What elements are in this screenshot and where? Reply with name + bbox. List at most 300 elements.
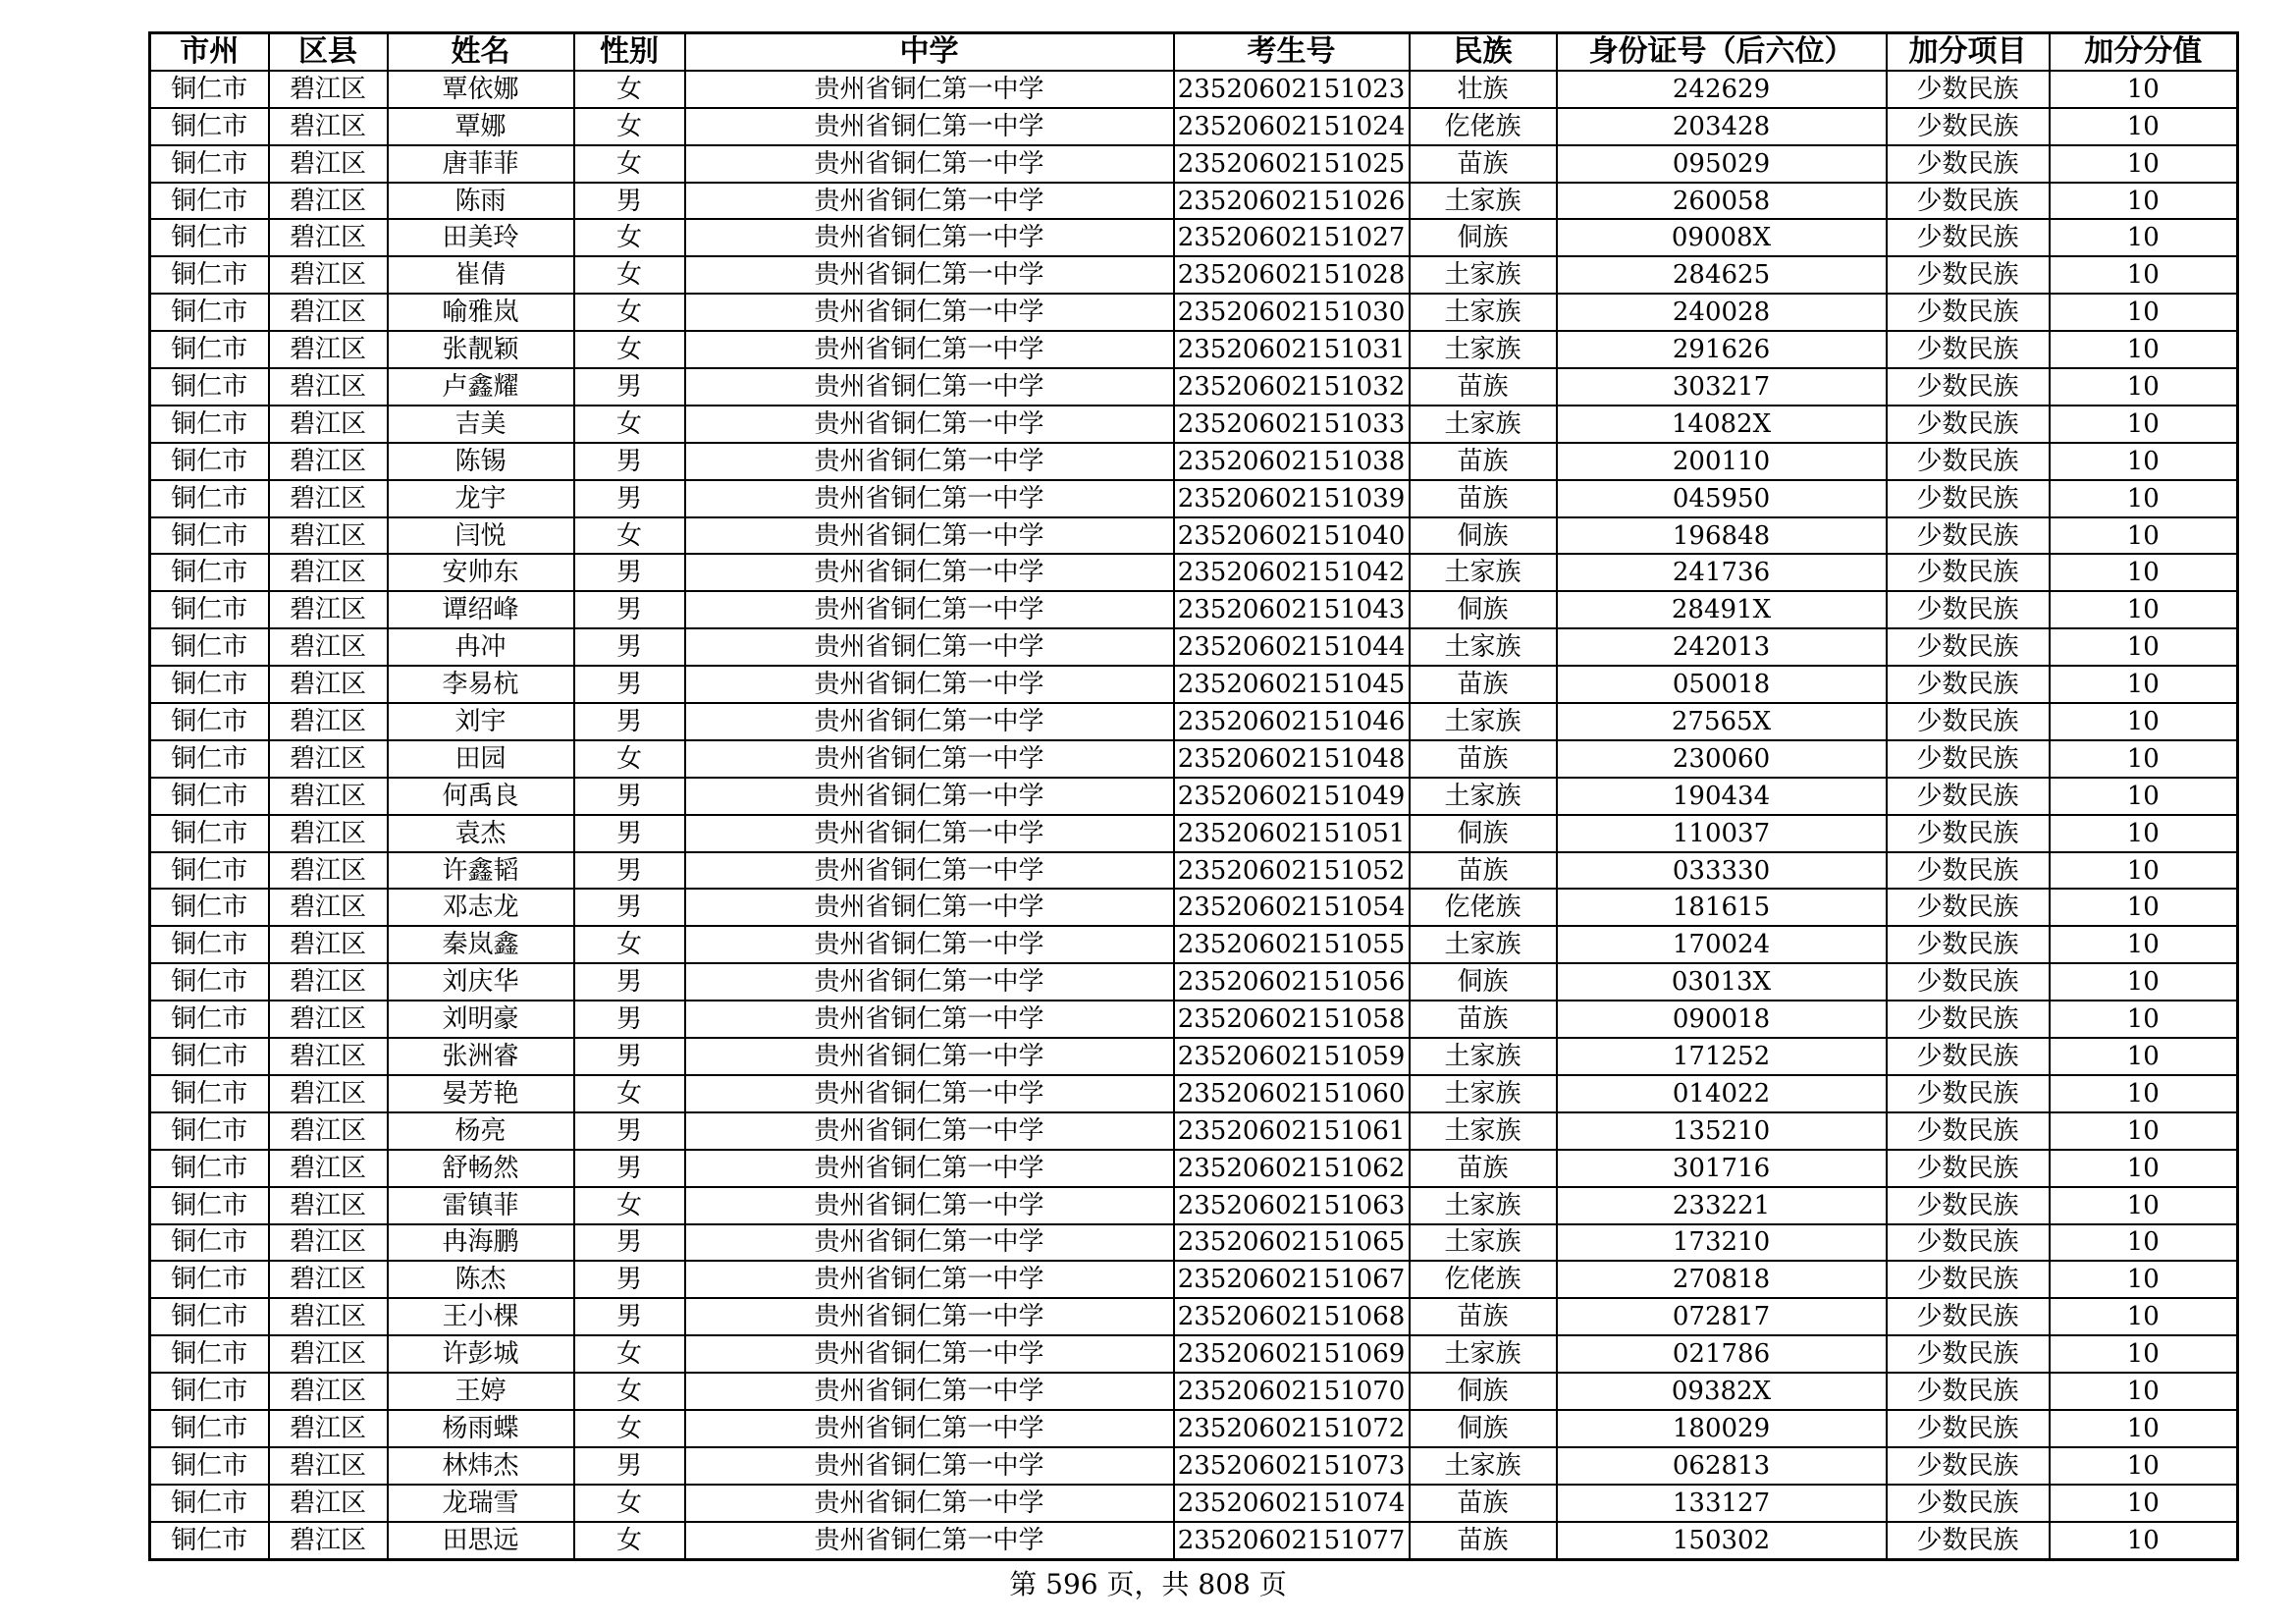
- cell-district: 碧江区: [269, 406, 388, 443]
- cell-id-suffix: 270818: [1557, 1261, 1887, 1298]
- cell-bonus-value: 10: [2050, 1075, 2238, 1112]
- cell-bonus-value: 10: [2050, 852, 2238, 890]
- cell-school: 贵州省铜仁第一中学: [685, 368, 1174, 406]
- cell-city: 铜仁市: [150, 889, 269, 926]
- cell-bonus-value: 10: [2050, 145, 2238, 183]
- cell-ethnicity: 侗族: [1410, 1373, 1557, 1410]
- cell-exam-number: 23520602151056: [1174, 963, 1410, 1001]
- cell-bonus-value: 10: [2050, 1112, 2238, 1150]
- cell-exam-number: 23520602151030: [1174, 294, 1410, 331]
- cell-ethnicity: 侗族: [1410, 591, 1557, 628]
- cell-city: 铜仁市: [150, 443, 269, 480]
- cell-name: 谭绍峰: [388, 591, 574, 628]
- cell-city: 铜仁市: [150, 1410, 269, 1447]
- cell-ethnicity: 侗族: [1410, 1410, 1557, 1447]
- cell-gender: 男: [574, 1261, 685, 1298]
- header-city: 市州: [150, 33, 269, 71]
- cell-district: 碧江区: [269, 183, 388, 220]
- cell-id-suffix: 190434: [1557, 778, 1887, 815]
- cell-ethnicity: 仡佬族: [1410, 1261, 1557, 1298]
- cell-school: 贵州省铜仁第一中学: [685, 219, 1174, 256]
- cell-bonus-item: 少数民族: [1887, 591, 2050, 628]
- cell-gender: 女: [574, 517, 685, 555]
- cell-id-suffix: 180029: [1557, 1410, 1887, 1447]
- cell-ethnicity: 仡佬族: [1410, 108, 1557, 145]
- header-bonus-value: 加分分值: [2050, 33, 2238, 71]
- cell-bonus-item: 少数民族: [1887, 108, 2050, 145]
- cell-name: 舒畅然: [388, 1150, 574, 1187]
- cell-bonus-value: 10: [2050, 926, 2238, 963]
- cell-city: 铜仁市: [150, 256, 269, 294]
- cell-district: 碧江区: [269, 554, 388, 591]
- cell-name: 龙瑞雪: [388, 1485, 574, 1522]
- cell-city: 铜仁市: [150, 1485, 269, 1522]
- cell-bonus-value: 10: [2050, 703, 2238, 740]
- table-row: [150, 406, 2238, 443]
- cell-name: 田美玲: [388, 219, 574, 256]
- cell-school: 贵州省铜仁第一中学: [685, 1447, 1174, 1485]
- cell-id-suffix: 203428: [1557, 108, 1887, 145]
- cell-exam-number: 23520602151025: [1174, 145, 1410, 183]
- cell-school: 贵州省铜仁第一中学: [685, 628, 1174, 666]
- cell-gender: 男: [574, 852, 685, 890]
- cell-name: 陈杰: [388, 1261, 574, 1298]
- cell-school: 贵州省铜仁第一中学: [685, 666, 1174, 703]
- cell-city: 铜仁市: [150, 1261, 269, 1298]
- cell-gender: 女: [574, 145, 685, 183]
- cell-bonus-value: 10: [2050, 183, 2238, 220]
- cell-ethnicity: 土家族: [1410, 926, 1557, 963]
- cell-exam-number: 23520602151061: [1174, 1112, 1410, 1150]
- cell-exam-number: 23520602151031: [1174, 331, 1410, 368]
- cell-id-suffix: 27565X: [1557, 703, 1887, 740]
- cell-bonus-item: 少数民族: [1887, 1112, 2050, 1150]
- cell-bonus-value: 10: [2050, 219, 2238, 256]
- table-row: [150, 926, 2238, 963]
- cell-school: 贵州省铜仁第一中学: [685, 740, 1174, 778]
- cell-city: 铜仁市: [150, 1075, 269, 1112]
- cell-bonus-value: 10: [2050, 331, 2238, 368]
- cell-exam-number: 23520602151048: [1174, 740, 1410, 778]
- cell-district: 碧江区: [269, 368, 388, 406]
- table-row: [150, 1075, 2238, 1112]
- cell-id-suffix: 072817: [1557, 1298, 1887, 1335]
- table-row: [150, 71, 2238, 108]
- cell-ethnicity: 侗族: [1410, 963, 1557, 1001]
- cell-id-suffix: 260058: [1557, 183, 1887, 220]
- cell-school: 贵州省铜仁第一中学: [685, 1112, 1174, 1150]
- cell-id-suffix: 14082X: [1557, 406, 1887, 443]
- cell-name: 冉冲: [388, 628, 574, 666]
- cell-school: 贵州省铜仁第一中学: [685, 1150, 1174, 1187]
- cell-city: 铜仁市: [150, 71, 269, 108]
- cell-city: 铜仁市: [150, 1112, 269, 1150]
- cell-ethnicity: 苗族: [1410, 1298, 1557, 1335]
- cell-id-suffix: 173210: [1557, 1224, 1887, 1262]
- cell-gender: 女: [574, 1522, 685, 1559]
- header-ethnicity: 民族: [1410, 33, 1557, 71]
- cell-bonus-value: 10: [2050, 443, 2238, 480]
- cell-gender: 男: [574, 1447, 685, 1485]
- table-row: [150, 331, 2238, 368]
- table-row: [150, 1373, 2238, 1410]
- cell-gender: 男: [574, 554, 685, 591]
- cell-ethnicity: 土家族: [1410, 1075, 1557, 1112]
- cell-exam-number: 23520602151077: [1174, 1522, 1410, 1559]
- cell-school: 贵州省铜仁第一中学: [685, 183, 1174, 220]
- cell-city: 铜仁市: [150, 1335, 269, 1373]
- cell-bonus-value: 10: [2050, 1261, 2238, 1298]
- header-name: 姓名: [388, 33, 574, 71]
- cell-district: 碧江区: [269, 108, 388, 145]
- cell-gender: 女: [574, 1187, 685, 1224]
- cell-school: 贵州省铜仁第一中学: [685, 963, 1174, 1001]
- table-row: [150, 740, 2238, 778]
- cell-name: 龙宇: [388, 480, 574, 517]
- cell-district: 碧江区: [269, 256, 388, 294]
- cell-bonus-value: 10: [2050, 815, 2238, 852]
- cell-ethnicity: 苗族: [1410, 852, 1557, 890]
- cell-city: 铜仁市: [150, 740, 269, 778]
- cell-id-suffix: 196848: [1557, 517, 1887, 555]
- cell-city: 铜仁市: [150, 1038, 269, 1075]
- cell-district: 碧江区: [269, 294, 388, 331]
- cell-school: 贵州省铜仁第一中学: [685, 108, 1174, 145]
- table-row: [150, 219, 2238, 256]
- cell-name: 晏芳艳: [388, 1075, 574, 1112]
- cell-gender: 男: [574, 1224, 685, 1262]
- cell-exam-number: 23520602151055: [1174, 926, 1410, 963]
- cell-school: 贵州省铜仁第一中学: [685, 517, 1174, 555]
- cell-city: 铜仁市: [150, 1298, 269, 1335]
- cell-gender: 男: [574, 778, 685, 815]
- cell-exam-number: 23520602151039: [1174, 480, 1410, 517]
- cell-ethnicity: 土家族: [1410, 1335, 1557, 1373]
- cell-ethnicity: 苗族: [1410, 1001, 1557, 1038]
- cell-city: 铜仁市: [150, 1150, 269, 1187]
- cell-district: 碧江区: [269, 628, 388, 666]
- cell-gender: 男: [574, 443, 685, 480]
- cell-city: 铜仁市: [150, 219, 269, 256]
- cell-ethnicity: 土家族: [1410, 1224, 1557, 1262]
- cell-name: 卢鑫耀: [388, 368, 574, 406]
- table-row: [150, 1187, 2238, 1224]
- cell-id-suffix: 303217: [1557, 368, 1887, 406]
- cell-ethnicity: 壮族: [1410, 71, 1557, 108]
- cell-bonus-item: 少数民族: [1887, 1335, 2050, 1373]
- table-row: [150, 108, 2238, 145]
- table-row: [150, 183, 2238, 220]
- cell-district: 碧江区: [269, 219, 388, 256]
- cell-city: 铜仁市: [150, 368, 269, 406]
- cell-bonus-value: 10: [2050, 628, 2238, 666]
- cell-city: 铜仁市: [150, 183, 269, 220]
- data-table: [148, 31, 2239, 1561]
- cell-ethnicity: 苗族: [1410, 1150, 1557, 1187]
- cell-city: 铜仁市: [150, 963, 269, 1001]
- cell-ethnicity: 土家族: [1410, 778, 1557, 815]
- cell-gender: 女: [574, 1373, 685, 1410]
- cell-name: 闫悦: [388, 517, 574, 555]
- cell-district: 碧江区: [269, 1298, 388, 1335]
- cell-gender: 男: [574, 1112, 685, 1150]
- cell-school: 贵州省铜仁第一中学: [685, 889, 1174, 926]
- cell-name: 陈雨: [388, 183, 574, 220]
- cell-id-suffix: 242013: [1557, 628, 1887, 666]
- cell-bonus-item: 少数民族: [1887, 815, 2050, 852]
- cell-city: 铜仁市: [150, 1447, 269, 1485]
- cell-exam-number: 23520602151045: [1174, 666, 1410, 703]
- table-row: [150, 963, 2238, 1001]
- table-row: [150, 852, 2238, 890]
- cell-gender: 男: [574, 963, 685, 1001]
- table-row: [150, 443, 2238, 480]
- cell-bonus-value: 10: [2050, 1150, 2238, 1187]
- cell-name: 崔倩: [388, 256, 574, 294]
- cell-gender: 女: [574, 1335, 685, 1373]
- cell-district: 碧江区: [269, 1150, 388, 1187]
- cell-school: 贵州省铜仁第一中学: [685, 1224, 1174, 1262]
- cell-gender: 女: [574, 406, 685, 443]
- cell-bonus-value: 10: [2050, 778, 2238, 815]
- cell-name: 袁杰: [388, 815, 574, 852]
- cell-name: 刘宇: [388, 703, 574, 740]
- cell-id-suffix: 033330: [1557, 852, 1887, 890]
- cell-gender: 女: [574, 1410, 685, 1447]
- cell-bonus-item: 少数民族: [1887, 71, 2050, 108]
- table-row: [150, 517, 2238, 555]
- cell-bonus-item: 少数民族: [1887, 1224, 2050, 1262]
- cell-school: 贵州省铜仁第一中学: [685, 443, 1174, 480]
- cell-id-suffix: 284625: [1557, 256, 1887, 294]
- cell-bonus-value: 10: [2050, 554, 2238, 591]
- cell-name: 刘明豪: [388, 1001, 574, 1038]
- cell-district: 碧江区: [269, 1335, 388, 1373]
- cell-city: 铜仁市: [150, 852, 269, 890]
- cell-bonus-value: 10: [2050, 1410, 2238, 1447]
- cell-name: 安帅东: [388, 554, 574, 591]
- cell-gender: 女: [574, 71, 685, 108]
- cell-name: 许彭城: [388, 1335, 574, 1373]
- cell-id-suffix: 03013X: [1557, 963, 1887, 1001]
- cell-district: 碧江区: [269, 852, 388, 890]
- cell-ethnicity: 苗族: [1410, 1522, 1557, 1559]
- cell-gender: 男: [574, 666, 685, 703]
- cell-city: 铜仁市: [150, 815, 269, 852]
- cell-gender: 男: [574, 1001, 685, 1038]
- cell-bonus-value: 10: [2050, 591, 2238, 628]
- cell-id-suffix: 240028: [1557, 294, 1887, 331]
- cell-ethnicity: 苗族: [1410, 1485, 1557, 1522]
- cell-ethnicity: 土家族: [1410, 331, 1557, 368]
- cell-name: 吉美: [388, 406, 574, 443]
- cell-exam-number: 23520602151051: [1174, 815, 1410, 852]
- cell-bonus-item: 少数民族: [1887, 1373, 2050, 1410]
- cell-id-suffix: 133127: [1557, 1485, 1887, 1522]
- cell-exam-number: 23520602151054: [1174, 889, 1410, 926]
- cell-district: 碧江区: [269, 71, 388, 108]
- cell-bonus-item: 少数民族: [1887, 778, 2050, 815]
- cell-district: 碧江区: [269, 666, 388, 703]
- cell-city: 铜仁市: [150, 703, 269, 740]
- cell-gender: 男: [574, 815, 685, 852]
- cell-bonus-item: 少数民族: [1887, 1522, 2050, 1559]
- cell-school: 贵州省铜仁第一中学: [685, 1485, 1174, 1522]
- cell-district: 碧江区: [269, 1001, 388, 1038]
- cell-name: 邓志龙: [388, 889, 574, 926]
- cell-exam-number: 23520602151070: [1174, 1373, 1410, 1410]
- cell-school: 贵州省铜仁第一中学: [685, 815, 1174, 852]
- cell-gender: 男: [574, 1038, 685, 1075]
- cell-name: 王婷: [388, 1373, 574, 1410]
- cell-ethnicity: 土家族: [1410, 1112, 1557, 1150]
- table-row: [150, 666, 2238, 703]
- cell-id-suffix: 170024: [1557, 926, 1887, 963]
- cell-bonus-item: 少数民族: [1887, 368, 2050, 406]
- cell-district: 碧江区: [269, 443, 388, 480]
- table-row: [150, 703, 2238, 740]
- cell-id-suffix: 110037: [1557, 815, 1887, 852]
- cell-id-suffix: 241736: [1557, 554, 1887, 591]
- cell-city: 铜仁市: [150, 1224, 269, 1262]
- cell-city: 铜仁市: [150, 145, 269, 183]
- cell-name: 唐菲菲: [388, 145, 574, 183]
- cell-exam-number: 23520602151043: [1174, 591, 1410, 628]
- cell-bonus-item: 少数民族: [1887, 1075, 2050, 1112]
- table-header-row: [150, 33, 2238, 71]
- cell-district: 碧江区: [269, 1224, 388, 1262]
- cell-id-suffix: 200110: [1557, 443, 1887, 480]
- cell-ethnicity: 土家族: [1410, 628, 1557, 666]
- table-row: [150, 554, 2238, 591]
- cell-school: 贵州省铜仁第一中学: [685, 480, 1174, 517]
- cell-school: 贵州省铜仁第一中学: [685, 1075, 1174, 1112]
- cell-gender: 女: [574, 219, 685, 256]
- cell-name: 覃娜: [388, 108, 574, 145]
- cell-exam-number: 23520602151042: [1174, 554, 1410, 591]
- cell-bonus-value: 10: [2050, 294, 2238, 331]
- cell-bonus-item: 少数民族: [1887, 183, 2050, 220]
- cell-ethnicity: 土家族: [1410, 1038, 1557, 1075]
- cell-exam-number: 23520602151049: [1174, 778, 1410, 815]
- cell-id-suffix: 181615: [1557, 889, 1887, 926]
- cell-school: 贵州省铜仁第一中学: [685, 554, 1174, 591]
- cell-bonus-item: 少数民族: [1887, 1187, 2050, 1224]
- cell-city: 铜仁市: [150, 480, 269, 517]
- cell-ethnicity: 苗族: [1410, 443, 1557, 480]
- cell-bonus-item: 少数民族: [1887, 889, 2050, 926]
- cell-bonus-value: 10: [2050, 71, 2238, 108]
- cell-bonus-item: 少数民族: [1887, 1298, 2050, 1335]
- cell-ethnicity: 土家族: [1410, 294, 1557, 331]
- cell-bonus-value: 10: [2050, 1373, 2238, 1410]
- cell-bonus-item: 少数民族: [1887, 554, 2050, 591]
- cell-bonus-value: 10: [2050, 1522, 2238, 1559]
- table-body: [150, 71, 2238, 1559]
- cell-bonus-value: 10: [2050, 963, 2238, 1001]
- cell-name: 雷镇菲: [388, 1187, 574, 1224]
- cell-district: 碧江区: [269, 815, 388, 852]
- cell-city: 铜仁市: [150, 628, 269, 666]
- cell-bonus-value: 10: [2050, 368, 2238, 406]
- cell-bonus-value: 10: [2050, 480, 2238, 517]
- cell-district: 碧江区: [269, 517, 388, 555]
- cell-bonus-value: 10: [2050, 256, 2238, 294]
- cell-id-suffix: 09382X: [1557, 1373, 1887, 1410]
- cell-school: 贵州省铜仁第一中学: [685, 778, 1174, 815]
- cell-exam-number: 23520602151072: [1174, 1410, 1410, 1447]
- cell-school: 贵州省铜仁第一中学: [685, 591, 1174, 628]
- cell-ethnicity: 土家族: [1410, 256, 1557, 294]
- cell-exam-number: 23520602151024: [1174, 108, 1410, 145]
- table-row: [150, 1224, 2238, 1262]
- header-id-suffix: 身份证号（后六位）: [1557, 33, 1887, 71]
- table-row: [150, 480, 2238, 517]
- cell-school: 贵州省铜仁第一中学: [685, 1261, 1174, 1298]
- cell-bonus-value: 10: [2050, 517, 2238, 555]
- cell-ethnicity: 苗族: [1410, 740, 1557, 778]
- cell-ethnicity: 侗族: [1410, 815, 1557, 852]
- cell-district: 碧江区: [269, 331, 388, 368]
- cell-exam-number: 23520602151027: [1174, 219, 1410, 256]
- table-row: [150, 1447, 2238, 1485]
- cell-bonus-value: 10: [2050, 1485, 2238, 1522]
- table-row: [150, 591, 2238, 628]
- header-exam-number: 考生号: [1174, 33, 1410, 71]
- cell-school: 贵州省铜仁第一中学: [685, 703, 1174, 740]
- cell-id-suffix: 050018: [1557, 666, 1887, 703]
- cell-city: 铜仁市: [150, 554, 269, 591]
- cell-bonus-value: 10: [2050, 740, 2238, 778]
- cell-school: 贵州省铜仁第一中学: [685, 1187, 1174, 1224]
- cell-ethnicity: 仡佬族: [1410, 889, 1557, 926]
- cell-district: 碧江区: [269, 1261, 388, 1298]
- page-footer: 第 596 页，共 808 页: [1009, 1568, 1287, 1600]
- cell-exam-number: 23520602151060: [1174, 1075, 1410, 1112]
- cell-exam-number: 23520602151073: [1174, 1447, 1410, 1485]
- cell-bonus-item: 少数民族: [1887, 1038, 2050, 1075]
- cell-gender: 女: [574, 926, 685, 963]
- cell-district: 碧江区: [269, 1447, 388, 1485]
- cell-district: 碧江区: [269, 145, 388, 183]
- cell-bonus-item: 少数民族: [1887, 628, 2050, 666]
- cell-bonus-value: 10: [2050, 1001, 2238, 1038]
- header-district: 区县: [269, 33, 388, 71]
- table-row: [150, 145, 2238, 183]
- cell-bonus-item: 少数民族: [1887, 852, 2050, 890]
- cell-bonus-item: 少数民族: [1887, 1485, 2050, 1522]
- cell-gender: 女: [574, 1075, 685, 1112]
- cell-school: 贵州省铜仁第一中学: [685, 926, 1174, 963]
- cell-district: 碧江区: [269, 1075, 388, 1112]
- cell-bonus-item: 少数民族: [1887, 1001, 2050, 1038]
- cell-id-suffix: 135210: [1557, 1112, 1887, 1150]
- cell-gender: 男: [574, 591, 685, 628]
- cell-city: 铜仁市: [150, 1187, 269, 1224]
- cell-id-suffix: 021786: [1557, 1335, 1887, 1373]
- cell-bonus-item: 少数民族: [1887, 219, 2050, 256]
- cell-bonus-item: 少数民族: [1887, 517, 2050, 555]
- cell-school: 贵州省铜仁第一中学: [685, 1298, 1174, 1335]
- cell-name: 林炜杰: [388, 1447, 574, 1485]
- cell-bonus-value: 10: [2050, 108, 2238, 145]
- cell-bonus-value: 10: [2050, 1187, 2238, 1224]
- cell-city: 铜仁市: [150, 108, 269, 145]
- cell-exam-number: 23520602151069: [1174, 1335, 1410, 1373]
- cell-gender: 男: [574, 480, 685, 517]
- cell-bonus-item: 少数民族: [1887, 740, 2050, 778]
- cell-name: 何禹良: [388, 778, 574, 815]
